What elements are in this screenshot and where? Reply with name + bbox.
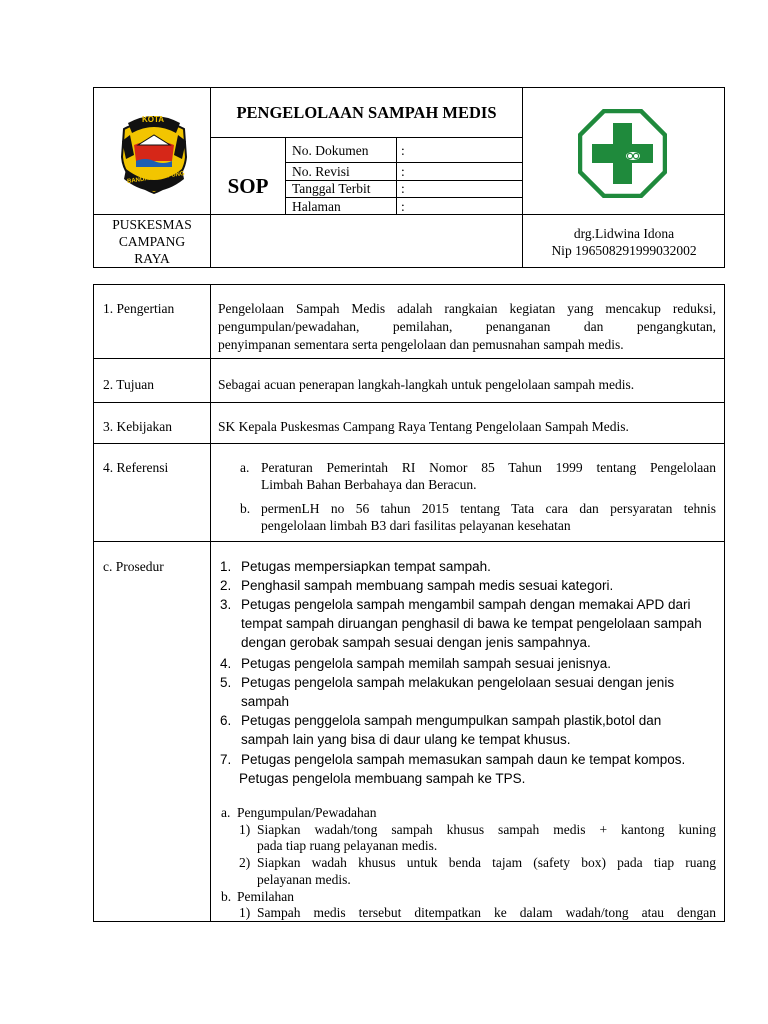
step-line: dengan gerobak sampah sesuai dengan jenis sampahnya. xyxy=(241,635,591,650)
referensi-b-line-1: permenLH no 56 tahun 2015 tentang Tata cara dan persyaratan tehnis xyxy=(261,501,716,516)
sub-title-b: Pemilahan xyxy=(237,889,294,904)
step-marker: 4. xyxy=(220,656,232,671)
label-pengertian: 1. Pengertian xyxy=(103,301,175,316)
kebijakan-text: SK Kepala Puskesmas Campang Raya Tentang Pengelolaan Sampah Medis. xyxy=(218,419,629,434)
pengertian-line-2: pengumpulan/pewadahan, pemilahan, penanganan dan pengangkutan, xyxy=(218,319,716,334)
step-line: Petugas pengelola sampah mengambil sampah dengan memakai APD dari xyxy=(241,597,691,612)
doc-field-label-revisi: No. Revisi xyxy=(292,164,350,179)
tujuan-text: Sebagai acuan penerapan langkah-langkah untuk pengelolaan sampah medis. xyxy=(218,377,635,392)
step-marker: 7. xyxy=(220,752,232,767)
referensi-marker-b: b. xyxy=(240,501,251,516)
pengertian-line-1: Pengelolaan Sampah Medis adalah rangkaian kegiatan yang mencakup reduksi, xyxy=(218,301,716,316)
doc-field-sep: : xyxy=(401,181,405,196)
step-line: sampah xyxy=(241,694,290,709)
sub-a-item-marker: 1) xyxy=(239,822,251,837)
step-line: Petugas pengelola sampah memilah sampah sesuai jenisnya. xyxy=(241,656,611,671)
step-line: Petugas pengelola sampah memasukan sampah daun ke tempat kompos. xyxy=(241,752,686,767)
label-tujuan: 2. Tujuan xyxy=(103,377,155,392)
sub-a-item-2-line-1: Siapkan wadah khusus untuk benda tajam (safety box) pada tiap ruang xyxy=(257,855,716,870)
pengertian-line-3: penyimpanan sementara serta pengelolaan dan pemusnahan sampah medis. xyxy=(218,337,624,352)
signatory-nip: Nip 196508291999032002 xyxy=(551,243,697,258)
referensi-a-line-1: Peraturan Pemerintah RI Nomor 85 Tahun 1999 tentang Pengelolaan xyxy=(261,460,716,475)
referensi-a-line-2: Limbah Bahan Berbahaya dan Beracun. xyxy=(261,477,477,492)
referensi-b-line-2: pengelolaan limbah B3 dari fasilitas pelayanan kesehatan xyxy=(261,518,571,533)
step-line: Petugas penggelola sampah mengumpulkan sampah plastik,botol dan xyxy=(241,713,662,728)
prosedur-extra-line: Petugas pengelola membuang sampah ke TPS. xyxy=(239,771,526,786)
page-title: PENGELOLAAN SAMPAH MEDIS xyxy=(236,103,497,122)
city-logo-top-text: KOTA xyxy=(142,115,165,124)
step-line: Petugas pengelola sampah melakukan pengelolaan sesuai dengan jenis xyxy=(241,675,675,690)
label-prosedur: c. Prosedur xyxy=(103,559,164,574)
sub-a-item-1-line-2: pada tiap ruang pelayanan medis. xyxy=(257,838,438,853)
referensi-marker-a: a. xyxy=(240,460,250,475)
sop-label: SOP xyxy=(227,174,269,198)
step-marker: 2. xyxy=(220,578,232,593)
sub-b-item-marker: 1) xyxy=(239,905,251,920)
city-logo-bottom-text: BANDAR LAMPUNG xyxy=(126,170,186,186)
doc-field-sep: : xyxy=(401,164,405,179)
label-kebijakan: 3. Kebijakan xyxy=(103,419,172,434)
doc-field-label-halaman: Halaman xyxy=(292,199,341,214)
step-line: Penghasil sampah membuang sampah medis sesuai kategori. xyxy=(241,578,614,593)
institution-line-1: PUSKESMAS xyxy=(112,217,192,232)
doc-field-label-tanggal: Tanggal Terbit xyxy=(292,181,371,196)
doc-field-sep: : xyxy=(401,199,405,214)
label-referensi: 4. Referensi xyxy=(103,460,169,475)
doc-field-label-dokumen: No. Dokumen xyxy=(292,143,369,158)
header-table xyxy=(0,0,768,270)
sub-a-item-1-line-1: Siapkan wadah/tong sampah khusus sampah medis + kantong kuning xyxy=(257,822,716,837)
sub-marker-a: a. xyxy=(221,805,231,820)
step-line: Petugas mempersiapkan tempat sampah. xyxy=(241,559,491,574)
sub-a-item-marker: 2) xyxy=(239,855,251,870)
step-marker: 6. xyxy=(220,713,232,728)
signatory-name: drg.Lidwina Idona xyxy=(573,226,675,241)
institution-line-3: RAYA xyxy=(134,251,170,266)
health-logo xyxy=(578,109,667,198)
step-marker: 5. xyxy=(220,675,232,690)
institution-line-2: CAMPANG xyxy=(118,234,186,249)
step-line: sampah lain yang bisa di daur ulang ke tempat khusus. xyxy=(241,732,571,747)
sub-title-a: Pengumpulan/Pewadahan xyxy=(237,805,377,820)
step-marker: 1. xyxy=(220,559,232,574)
step-marker: 3. xyxy=(220,597,232,612)
sub-a-item-2-line-2: pelayanan medis. xyxy=(257,872,351,887)
sub-b-item-1-line-1: Sampah medis tersebut ditempatkan ke dalam wadah/tong atau dengan xyxy=(257,905,716,920)
sub-marker-b: b. xyxy=(221,889,232,904)
step-line: tempat sampah diruangan penghasil di bawa ke tempat pengelolaan sampah xyxy=(241,616,702,631)
city-logo xyxy=(114,111,194,199)
doc-field-sep: : xyxy=(401,143,405,158)
